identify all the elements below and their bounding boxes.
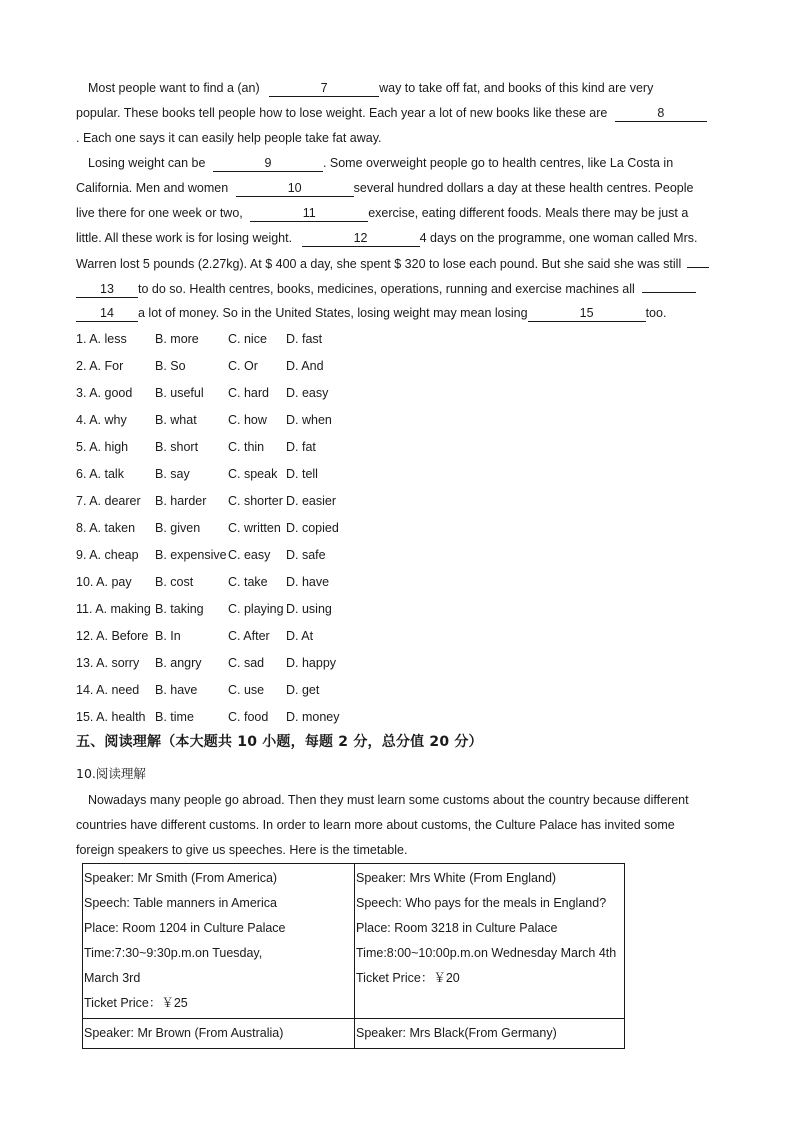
option-c: C. hard xyxy=(228,386,269,400)
cloze-text: popular. These books tell people how to lose weight. Each year a lot of new books like these are xyxy=(76,106,608,120)
blank-11: 11 xyxy=(250,205,368,222)
option-b: B. short xyxy=(155,440,199,454)
option-d: D. using xyxy=(286,602,332,616)
option-row-11 xyxy=(76,596,476,623)
option-row-4 xyxy=(76,407,476,434)
option-a: 13. A. sorry xyxy=(76,656,140,670)
question-label: 10.阅读理解 xyxy=(76,766,146,781)
option-a: 10. A. pay xyxy=(76,575,132,589)
option-row-10 xyxy=(76,569,476,596)
cloze-paragraph-2 xyxy=(76,151,720,326)
option-c: C. thin xyxy=(228,440,265,454)
price-line: Ticket Price：￥20 xyxy=(356,971,460,985)
option-d: D. safe xyxy=(286,548,326,562)
blank-10: 10 xyxy=(236,180,354,197)
option-a: 3. A. good xyxy=(76,386,133,400)
cloze-text: live there for one week or two, xyxy=(76,206,243,220)
speaker-line: Speaker: Mr Brown (From Australia) xyxy=(84,1026,284,1040)
speaker-cell-brown xyxy=(83,1019,355,1049)
cloze-text: a lot of money. So in the United States, losing weight may mean losing xyxy=(138,306,528,320)
option-row-1 xyxy=(76,326,476,353)
speaker-line: Speaker: Mr Smith (From America) xyxy=(84,871,278,885)
option-c: C. After xyxy=(228,629,270,643)
cloze-text: Losing weight can be xyxy=(88,156,206,170)
option-b: B. angry xyxy=(155,656,202,670)
cloze-text: 4 days on the programme, one woman called Mrs. xyxy=(419,231,698,245)
option-b: B. given xyxy=(155,521,201,535)
option-c: C. nice xyxy=(228,332,267,346)
option-a: 1. A. less xyxy=(76,332,127,346)
option-d: D. fast xyxy=(286,332,323,346)
option-d: D. have xyxy=(286,575,330,589)
blank-14: 14 xyxy=(76,305,138,322)
speaker-cell-smith xyxy=(83,864,355,1019)
option-row-9 xyxy=(76,542,476,569)
option-b: B. time xyxy=(155,710,194,724)
cloze-text: Most people want to find a (an) xyxy=(88,81,260,95)
option-d: D. easier xyxy=(286,494,337,508)
blank-9: 9 xyxy=(213,155,323,172)
table-row xyxy=(83,864,625,1019)
intro-line: Nowadays many people go abroad. Then they must learn some customs about the country because different xyxy=(88,793,689,807)
option-b: B. more xyxy=(155,332,199,346)
speech-line: Speech: Who pays for the meals in England? xyxy=(356,896,607,910)
option-d: D. And xyxy=(286,359,324,373)
intro-line: foreign speakers to give us speeches. Here is the timetable. xyxy=(76,843,408,857)
place-line: Place: Room 1204 in Culture Palace xyxy=(84,921,286,935)
option-b: B. cost xyxy=(155,575,194,589)
option-d: D. copied xyxy=(286,521,339,535)
option-b: B. useful xyxy=(155,386,204,400)
option-row-8 xyxy=(76,515,476,542)
speaker-line: Speaker: Mrs Black(From Germany) xyxy=(356,1026,557,1040)
timetable xyxy=(82,863,625,1049)
option-b: B. harder xyxy=(155,494,207,508)
cloze-text: . Each one says it can easily help people take fat away. xyxy=(76,131,382,145)
option-c: C. playing xyxy=(228,602,284,616)
speaker-cell-black xyxy=(355,1019,625,1049)
speaker-line: Speaker: Mrs White (From England) xyxy=(356,871,557,885)
option-a: 14. A. need xyxy=(76,683,140,697)
cloze-text: several hundred dollars a day at these health centres. People xyxy=(353,181,694,195)
option-row-6 xyxy=(76,461,476,488)
option-a: 8. A. taken xyxy=(76,521,136,535)
option-c: C. sad xyxy=(228,656,265,670)
option-a: 7. A. dearer xyxy=(76,494,141,508)
price-line: Ticket Price：￥25 xyxy=(84,996,188,1010)
option-d: D. happy xyxy=(286,656,337,670)
cloze-text: California. Men and women xyxy=(76,181,229,195)
option-d: D. get xyxy=(286,683,320,697)
cloze-text: exercise, eating different foods. Meals there may be just a xyxy=(368,206,689,220)
speech-line: Speech: Table manners in America xyxy=(84,896,277,910)
option-a: 12. A. Before xyxy=(76,629,149,643)
option-c: C. written xyxy=(228,521,281,535)
option-a: 5. A. high xyxy=(76,440,129,454)
intro-line: countries have different customs. In order to learn more about customs, the Culture Palace has invited some xyxy=(76,818,675,832)
option-row-5 xyxy=(76,434,476,461)
option-d: D. money xyxy=(286,710,340,724)
option-b: B. In xyxy=(155,629,181,643)
option-row-14 xyxy=(76,677,476,704)
blank-15: 15 xyxy=(528,305,646,322)
option-d: D. At xyxy=(286,629,314,643)
option-a: 4. A. why xyxy=(76,413,127,427)
cloze-text: little. All these work is for losing weight. xyxy=(76,231,293,245)
cloze-text: to do so. Health centres, books, medicines, operations, running and exercise machines all xyxy=(138,282,635,296)
option-c: C. easy xyxy=(228,548,271,562)
option-c: C. use xyxy=(228,683,265,697)
option-c: C. food xyxy=(228,710,269,724)
option-row-3 xyxy=(76,380,476,407)
blank-7: 7 xyxy=(269,80,379,97)
option-c: C. speak xyxy=(228,467,278,481)
cloze-text: way to take off fat, and books of this kind are very xyxy=(379,81,654,95)
option-row-7 xyxy=(76,488,476,515)
option-b: B. what xyxy=(155,413,197,427)
option-row-2 xyxy=(76,353,476,380)
reading-intro xyxy=(76,788,720,863)
option-d: D. when xyxy=(286,413,332,427)
speaker-cell-white xyxy=(355,864,625,1019)
blank-8: 8 xyxy=(615,105,707,122)
blank-12: 12 xyxy=(302,230,420,247)
option-b: B. have xyxy=(155,683,198,697)
option-b: B. So xyxy=(155,359,186,373)
options-list xyxy=(76,326,476,731)
option-a: 11. A. making xyxy=(76,602,151,616)
option-c: C. shorter xyxy=(228,494,283,508)
cloze-text: too. xyxy=(645,306,667,320)
cloze-text: . Some overweight people go to health centres, like La Costa in xyxy=(322,156,674,170)
time-line: Time:8:00~10:00p.m.on Wednesday March 4th xyxy=(356,946,617,960)
option-row-13 xyxy=(76,650,476,677)
option-c: C. Or xyxy=(228,359,258,373)
option-c: C. take xyxy=(228,575,268,589)
option-a: 6. A. talk xyxy=(76,467,124,481)
option-b: B. taking xyxy=(155,602,204,616)
option-d: D. easy xyxy=(286,386,329,400)
option-row-15 xyxy=(76,704,476,731)
time-line: Time:7:30~9:30p.m.on Tuesday, xyxy=(84,946,263,960)
blank-13-start xyxy=(687,251,709,268)
option-row-12 xyxy=(76,623,476,650)
option-c: C. how xyxy=(228,413,267,427)
cloze-paragraph-1 xyxy=(76,76,720,151)
cloze-text: Warren lost 5 pounds (2.27kg). At $ 400 a day, she spent $ 320 to lose each pound. But she said she was still xyxy=(76,257,682,271)
section-title: 五、阅读理解（本大题共 10 小题，每题 2 分，总分值 20 分） xyxy=(76,734,483,750)
table-row xyxy=(83,1019,625,1049)
option-a: 9. A. cheap xyxy=(76,548,139,562)
option-b: B. say xyxy=(155,467,190,481)
option-a: 15. A. health xyxy=(76,710,146,724)
blank-14-start xyxy=(642,276,696,293)
option-d: D. fat xyxy=(286,440,316,454)
option-a: 2. A. For xyxy=(76,359,124,373)
blank-13: 13 xyxy=(76,281,138,298)
option-b: B. expensive xyxy=(155,548,227,562)
date-line: March 3rd xyxy=(84,971,141,985)
option-d: D. tell xyxy=(286,467,318,481)
place-line: Place: Room 3218 in Culture Palace xyxy=(356,921,558,935)
